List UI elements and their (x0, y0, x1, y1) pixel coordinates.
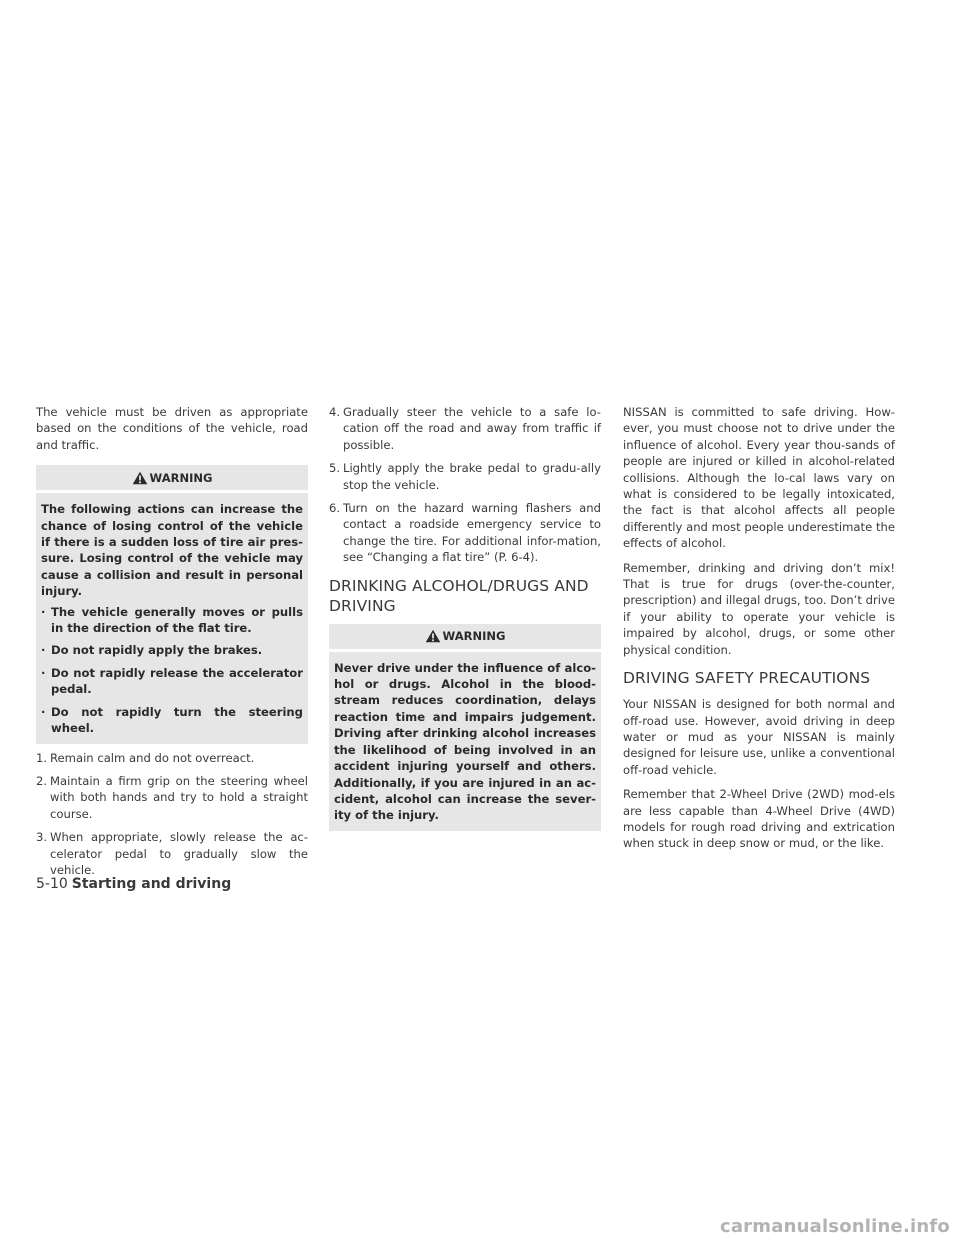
list-item: 6. Turn on the hazard warning flashers and contact a roadside emergency service to change the tire. For additional infor-mation, see “Changing a flat tire” (P. 6-4). (329, 501, 601, 565)
list-item: · The vehicle generally moves or pulls in the direction of the flat tire. (41, 604, 303, 636)
paragraph-commitment: NISSAN is committed to safe driving. How-ever, you must choose not to drive under the influence of alcohol. Every year thou-sands of people are injured or killed in alcohol-related collisions. Although the lo-cal laws vary on what is considered to be legally intoxicated, the fact is that alcohol affects all people differently and most people underestimate the effects of alcohol. (623, 405, 895, 551)
warning-header (329, 624, 601, 652)
section-heading-safety: DRIVING SAFETY PRECAUTIONS (623, 669, 871, 688)
bullet-dot: · (41, 704, 46, 719)
watermark: carmanualsonline.info (719, 1216, 950, 1237)
list-item: 1. Remain calm and do not overreact. (36, 750, 255, 765)
list-item: 3. When appropriate, slowly release the ac-celerator pedal to gradually slow the vehicle. (36, 830, 308, 877)
list-item: · Do not rapidly turn the steering wheel. (41, 704, 303, 736)
warning-box-alcohol (329, 624, 601, 831)
bullet-dot: · (41, 665, 46, 680)
steps-list-middle (329, 404, 601, 566)
warning-body (329, 652, 601, 831)
warning-box-tire (36, 465, 308, 743)
warning-text: Never drive under the influence of alco-hol or drugs. Alcohol in the blood-stream reduces coordination, delays reaction time and impairs judgement. Driving after drinking alcohol increases the likelihood of being involved in an accident injuring yourself and others. Additionally, if you are injured in an ac-cident, alcohol can increase the sever-ity of the injury. (334, 660, 596, 823)
page-number: 5-10 (36, 876, 68, 892)
middle-column (329, 404, 601, 837)
paragraph-design: Your NISSAN is designed for both normal and off-road use. However, avoid driving in deep water or mud as your NISSAN is mainly designed for leisure use, unlike a conventional off-road vehicle. (623, 697, 895, 777)
warning-triangle-icon (425, 629, 441, 643)
warning-heading: WARNING (149, 470, 213, 485)
warning-header (36, 465, 308, 493)
list-item: · Do not rapidly release the accelerator pedal. (41, 665, 303, 697)
paragraph-dont-mix: Remember, drinking and driving don’t mix! That is true for drugs (over-the-counter, prescription) and illegal drugs, too. Don’t drive if your ability to operate your vehicle is impaired by alcohol, drugs, or some other physical condition. (623, 560, 895, 657)
steps-list-left (36, 750, 308, 879)
chapter-title: Starting and driving (71, 876, 232, 892)
list-item: 4. Gradually steer the vehicle to a safe lo-cation off the road and away from traffic if possible. (329, 405, 601, 452)
bullet-dot: · (41, 643, 46, 658)
warning-body (36, 493, 308, 743)
page-footer (36, 876, 231, 892)
intro-paragraph: The vehicle must be driven as appropriate based on the conditions of the vehicle, road and traffic. (36, 405, 308, 452)
list-item: 2. Maintain a firm grip on the steering wheel with both hands and try to hold a straight course. (36, 773, 308, 821)
right-column (623, 404, 895, 860)
warning-text: The following actions can increase the chance of losing control of the vehicle if there is a sudden loss of tire air pres-sure. Losing control of the vehicle may cause a collision and result in personal injury. (41, 502, 303, 599)
warning-triangle-icon (132, 471, 148, 485)
section-heading-drinking: DRINKING ALCOHOL/DRUGS AND DRIVING (329, 576, 589, 615)
left-column (36, 404, 308, 885)
warning-heading: WARNING (442, 628, 506, 643)
paragraph-2wd: Remember that 2-Wheel Drive (2WD) mod-els are less capable than 4-Wheel Drive (4WD) models for rough road driving and extrication when stuck in deep snow or mud, or the like. (623, 787, 895, 851)
list-item: · Do not rapidly apply the brakes. (41, 643, 263, 658)
warning-bullets (41, 604, 303, 737)
list-item: 5. Lightly apply the brake pedal to gradu-ally stop the vehicle. (329, 461, 601, 492)
bullet-dot: · (41, 604, 46, 619)
